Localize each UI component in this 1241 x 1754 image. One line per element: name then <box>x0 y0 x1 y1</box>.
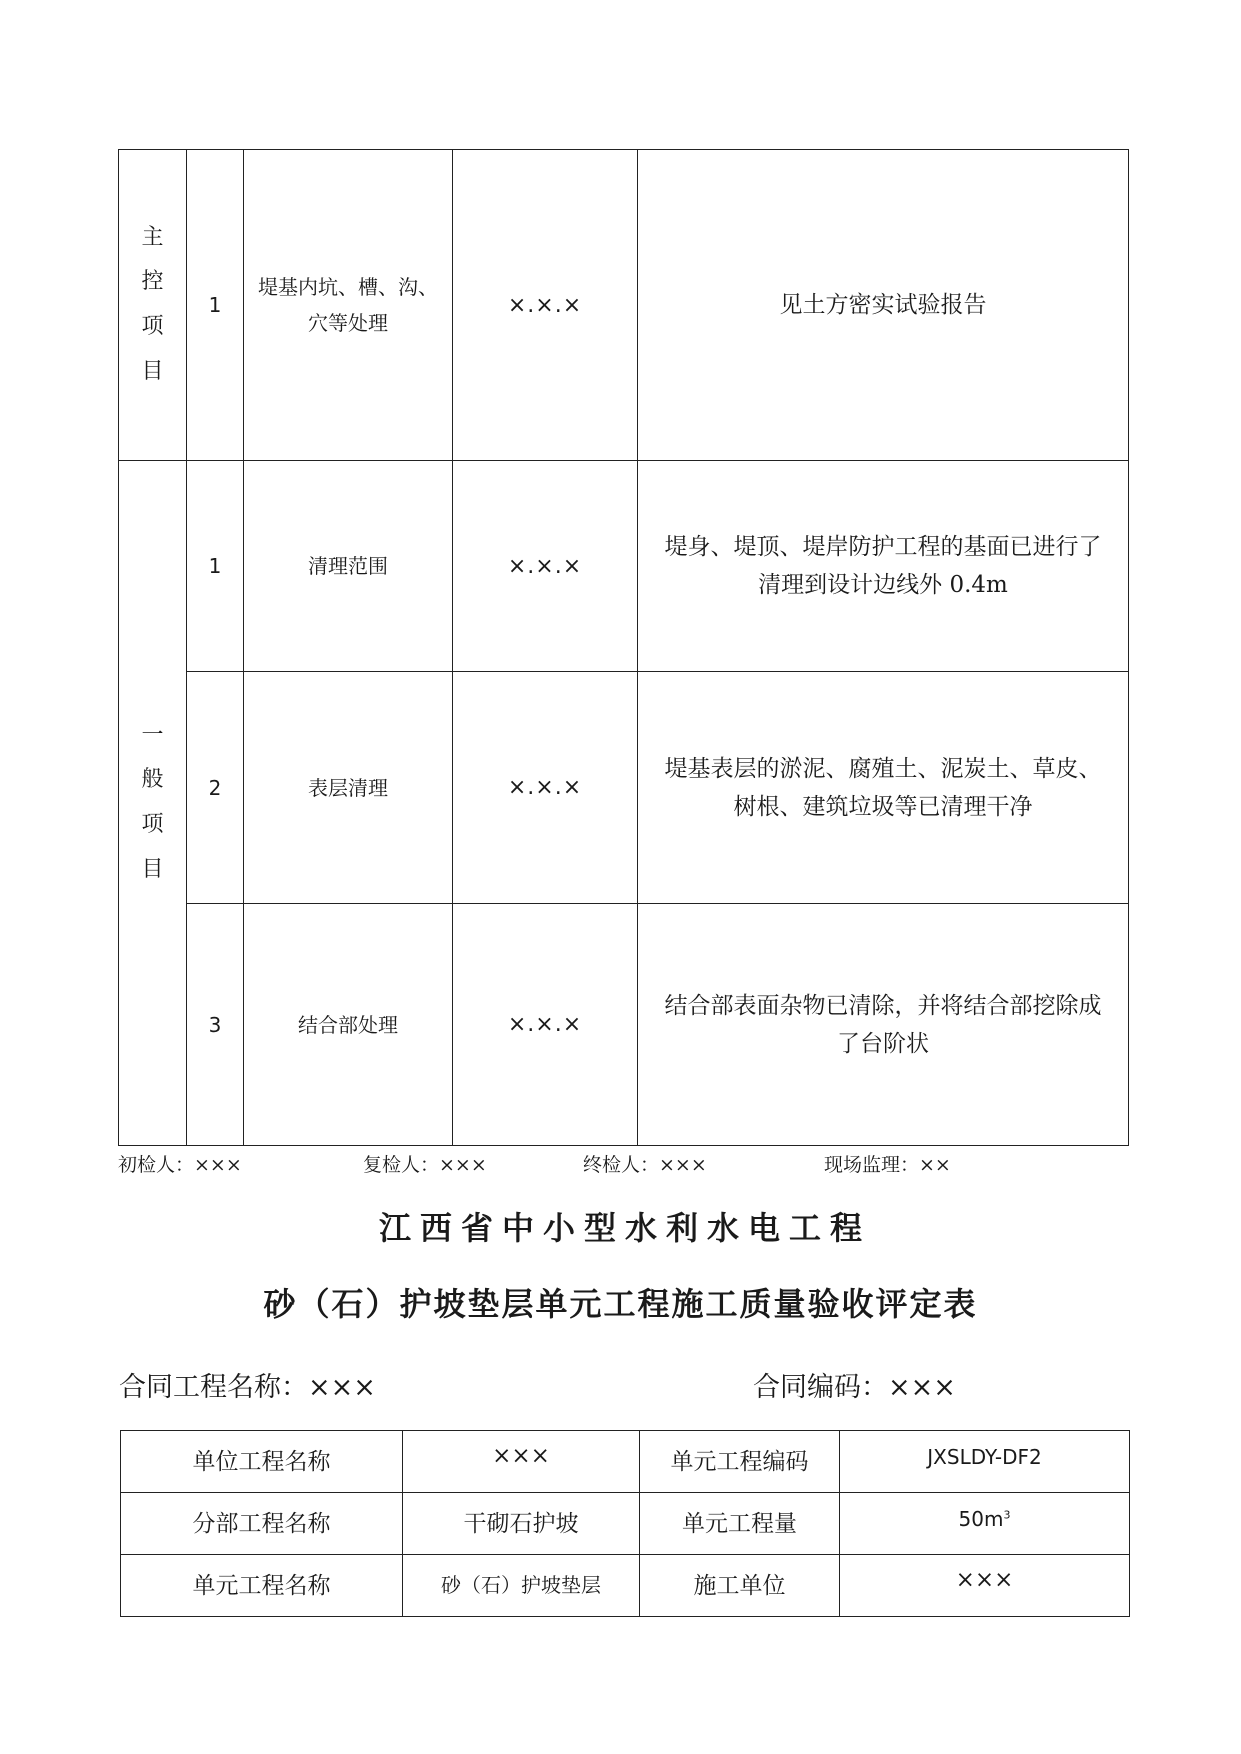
quantity-number: 50m <box>958 1507 1004 1531</box>
category-char: 般 <box>141 767 164 793</box>
quantity-label: 单元工程量 <box>640 1493 840 1555</box>
inspection-item <box>244 150 453 461</box>
unit-project-label: 单位工程名称 <box>121 1431 403 1493</box>
category-char: 项 <box>141 812 164 837</box>
inspection-result <box>638 461 1129 672</box>
inspection-item: 表层清理 <box>244 672 453 904</box>
row-number: 3 <box>187 904 244 1146</box>
result-text: 清理到设计边线外 0.4m <box>758 572 1008 598</box>
row-number: 1 <box>187 150 244 461</box>
final-inspector: 终检人：××× <box>583 1154 707 1176</box>
division-value: 干砌石护坡 <box>403 1493 640 1555</box>
result-text: 堤基表层的淤泥、腐殖土、泥炭土、草皮、 <box>664 755 1102 782</box>
category-general <box>119 461 187 1146</box>
quantity-value <box>840 1493 1130 1555</box>
element-name-label: 单元工程名称 <box>121 1555 403 1617</box>
document-title-line1: 江西省中小型水利水电工程 <box>378 1209 871 1247</box>
document-title-line2: 砂（石）护坡垫层单元工程施工质量验收评定表 <box>263 1285 978 1323</box>
category-char: 目 <box>141 856 164 882</box>
signature-line <box>118 1150 1128 1178</box>
table-row <box>121 1431 1130 1493</box>
table-row <box>121 1555 1130 1617</box>
result-text: 结合部表面杂物已清除，并将结合部挖除成 <box>664 992 1102 1019</box>
result-text: 树根、建筑垃圾等已清理干净 <box>733 793 1033 820</box>
category-char: 项 <box>141 314 164 339</box>
quality-standard: ×.×.× <box>453 461 638 672</box>
quality-standard: ×.×.× <box>453 672 638 904</box>
quantity-unit-superscript: 3 <box>1003 1508 1011 1522</box>
project-info-table <box>120 1430 1130 1617</box>
inspection-result <box>638 904 1129 1146</box>
category-char: 一 <box>141 722 164 748</box>
contractor-value: ××× <box>840 1555 1130 1617</box>
quality-standard: ×.×.× <box>453 904 638 1146</box>
contract-code: 合同编码：××× <box>753 1372 956 1403</box>
inspection-result <box>638 672 1129 904</box>
inspection-result <box>638 150 1129 461</box>
quality-standard: ×.×.× <box>453 150 638 461</box>
element-name-value: 砂（石）护坡垫层 <box>403 1555 640 1617</box>
category-main-control <box>119 150 187 461</box>
item-text: 堤基内坑、槽、沟、 <box>258 275 438 299</box>
category-char: 目 <box>141 358 164 384</box>
unit-project-value: ××× <box>403 1431 640 1493</box>
table-row <box>121 1493 1130 1555</box>
item-text: 穴等处理 <box>308 311 388 335</box>
contractor-label: 施工单位 <box>640 1555 840 1617</box>
re-inspector: 复检人：××× <box>363 1154 487 1176</box>
inspection-item: 结合部处理 <box>244 904 453 1146</box>
category-char: 主 <box>141 224 164 250</box>
category-char: 控 <box>141 269 164 295</box>
site-supervisor: 现场监理：×× <box>824 1154 951 1176</box>
result-text: 堤身、堤顶、堤岸防护工程的基面已进行了 <box>664 534 1102 560</box>
row-number: 2 <box>187 672 244 904</box>
table-row <box>119 150 1129 461</box>
element-code-label: 单元工程编码 <box>640 1431 840 1493</box>
row-number: 1 <box>187 461 244 672</box>
table-row <box>119 672 1129 904</box>
table-row <box>119 904 1129 1146</box>
inspection-item: 清理范围 <box>244 461 453 672</box>
result-text: 见土方密实试验报告 <box>779 292 987 318</box>
contract-project-name: 合同工程名称：××× <box>119 1372 376 1403</box>
division-label: 分部工程名称 <box>121 1493 403 1555</box>
result-text: 了台阶状 <box>837 1030 929 1057</box>
element-code-value: JXSLDY-DF2 <box>840 1431 1130 1493</box>
initial-inspector: 初检人：××× <box>118 1154 242 1176</box>
table-row <box>119 461 1129 672</box>
inspection-table <box>118 149 1129 1146</box>
